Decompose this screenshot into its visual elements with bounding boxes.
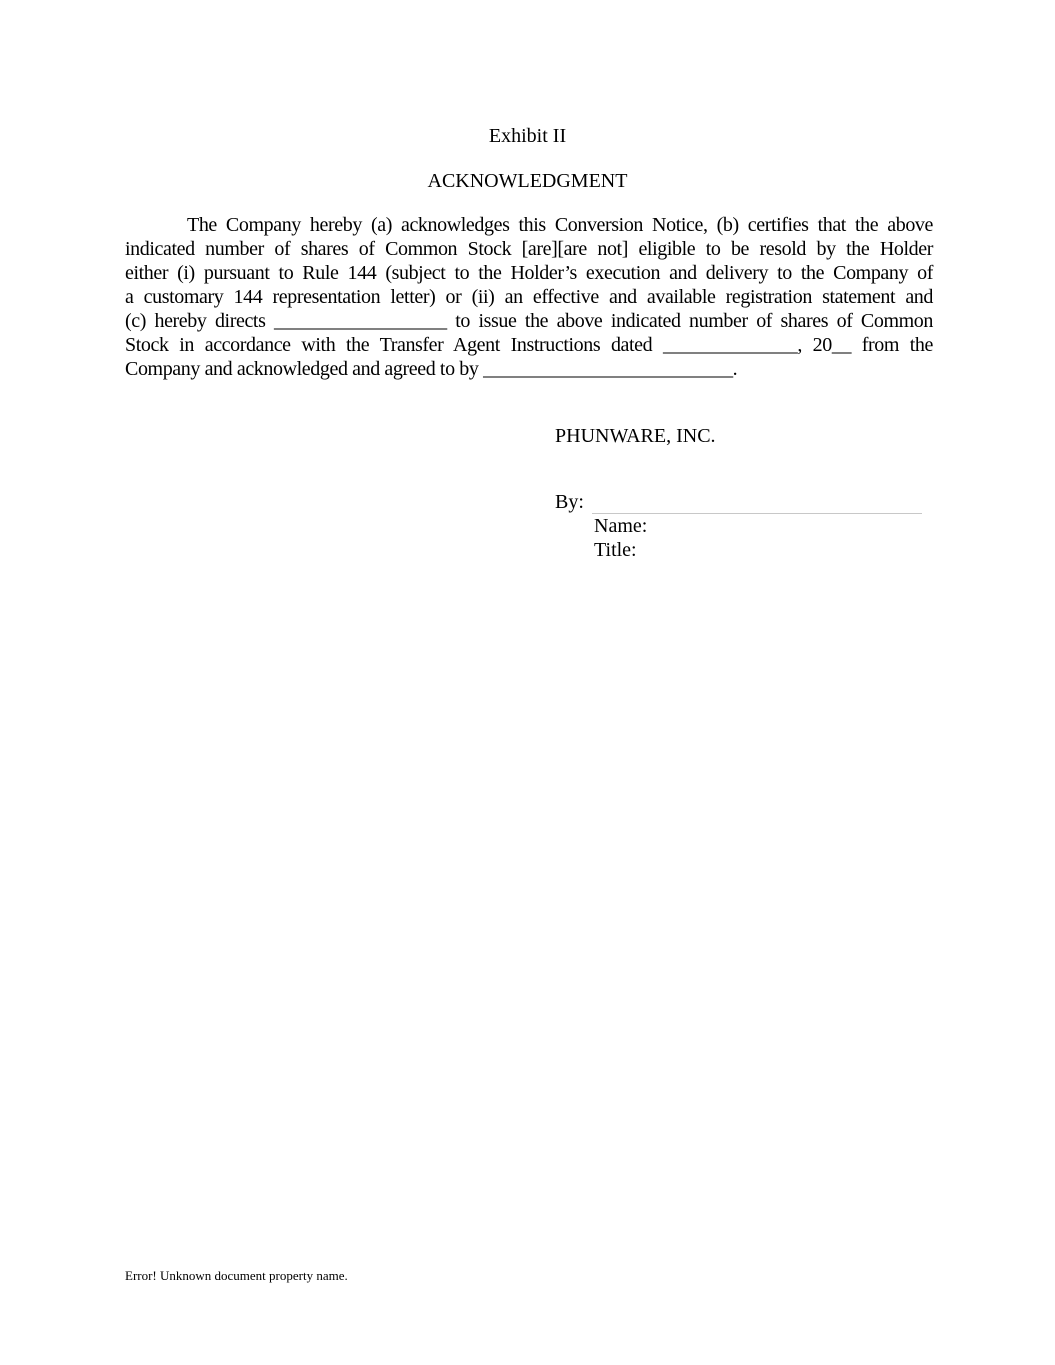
paragraph-line: either (i) pursuant to Rule 144 (subject to the Holder’s execution and delivery to the Company of [125,262,933,284]
paragraph-line: The Company hereby (a) acknowledges this Conversion Notice, (b) certifies that the above [187,214,933,236]
acknowledgment-paragraph [125,213,933,381]
signature-line[interactable] [592,493,922,514]
signature-block [555,490,922,562]
section-heading: ACKNOWLEDGMENT [427,170,628,192]
paragraph-line: Company and acknowledged and agreed to by __________________________. [125,358,738,380]
company-name: PHUNWARE, INC. [555,425,716,447]
paragraph-line: indicated number of shares of Common Stock [are][are not] eligible to be resold by the Holder [125,238,933,260]
title-label: Title: [594,539,637,561]
paragraph-line: a customary 144 representation letter) or (ii) an effective and available registration statement and [125,286,933,308]
paragraph-line: Stock in accordance with the Transfer Agent Instructions dated ______________, 20__ from the [125,334,933,356]
by-label: By: [555,491,584,513]
signature-by-row [555,490,922,514]
exhibit-title: Exhibit II [488,125,567,147]
name-label: Name: [594,515,648,537]
footer-note: Error! Unknown document property name. [125,1268,348,1283]
paragraph-line: (c) hereby directs __________________ to issue the above indicated number of shares of Common [125,310,933,332]
